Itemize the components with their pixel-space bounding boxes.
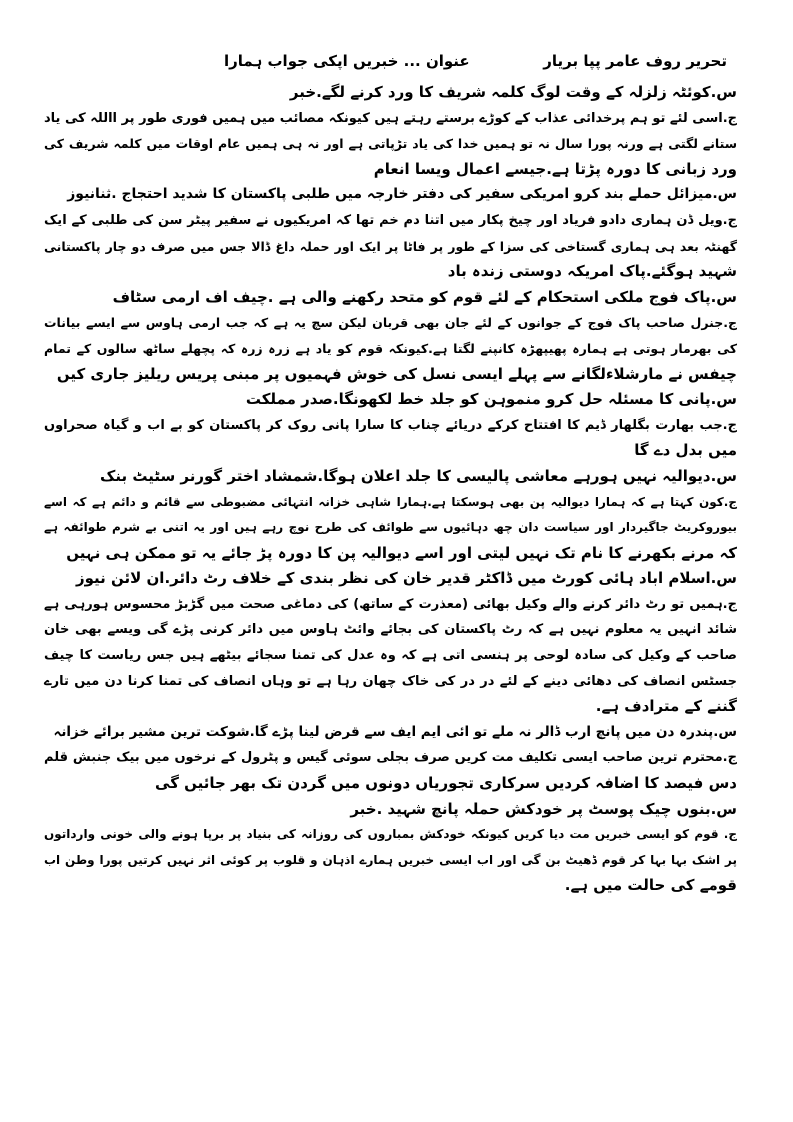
text-line: گننے کے مترادف ہے. bbox=[595, 697, 737, 716]
question-paragraph bbox=[44, 720, 737, 746]
answer-paragraph bbox=[44, 106, 737, 183]
question-paragraph bbox=[44, 285, 737, 311]
answer-paragraph bbox=[44, 490, 737, 567]
text-line: گھنٹہ بعد ہی ہماری گستاخی کی سزا کے طور پر فاٹا پر ایک اور حملہ داغ ڈالا جس میں صرف دو چار پاکستانی bbox=[44, 238, 737, 254]
text-line: جسٹس انصاف کی دھائی دینے کے لئے در در کی خاک چھان رہا ہے تو وہاں انصاف کی تمنا کرنا دن میں تارے bbox=[44, 673, 737, 689]
question-paragraph bbox=[44, 464, 737, 490]
text-line: شہید ہوگئے.پاک امریکہ دوستی زندہ باد bbox=[447, 262, 737, 281]
answer-paragraph bbox=[44, 592, 737, 720]
text-line: ج.جب بھارت بگلھار ڈیم کا افتتاح کرکے دریائے چناب کا سارا پانی روک کر پاکستان کو بے اب و گیاہ صحراوں bbox=[44, 417, 737, 433]
text-line: قومے کی حالت میں ہے. bbox=[564, 876, 737, 895]
answer-paragraph bbox=[44, 745, 737, 796]
text-line: ج.ویل ڈن ہماری دادو فریاد اور چیخ پکار میں اتنا دم خم تھا کہ امریکیوں نے سفیر پیٹر سن کی طلبی کے ایک bbox=[44, 212, 737, 228]
text-line: ج.اسی لئے تو ہم پرخدائی عذاب کے کوڑے برستے رہتے ہیں کیونکہ مصائب میں ہمیں فوری طور پر االلہ کی یاد bbox=[44, 110, 738, 126]
question-paragraph bbox=[44, 80, 737, 106]
text-line: ج.جنرل صاحب پاک فوج کے جوانوں کے لئے جان بھی قربان لیکن سچ یہ ہے کہ جب ارمی ہاوس سے ایسے بیانات bbox=[44, 315, 737, 331]
answer-paragraph bbox=[44, 310, 737, 387]
text-line: ج.محترم ترین صاحب ایسی تکلیف مت کریں صرف بجلی سوئی گیس و پٹرول کے نرخوں میں بیک جنبش قلم bbox=[44, 750, 737, 766]
text-line: س.پاک فوج ملکی استحکام کے لئے قوم کو متحد رکھنے والی ہے .چیف اف ارمی سٹاف bbox=[112, 287, 737, 306]
text-line: صاحب کے وکیل کی سادہ لوحی پر ہنسی اتی ہے کہ وہ عدل کی تمنا سجائے بیٹھے ہیں جس ریاست کا چیف bbox=[44, 648, 737, 664]
text-line: پر اشک بہا بہا کر قوم ڈھیٹ بن گی اور اب ایسی خبریں ہمارے اذہان و قلوب پر کوئی اثر نہیں کرتیں پورا وطن اب bbox=[44, 852, 737, 867]
text-line: س.کوئٹہ زلزلہ کے وقت لوگ کلمہ شریف کا ورد کرنے لگے.خبر bbox=[289, 83, 737, 101]
title-line: عنوان ... خبریں اپکی جواب ہمارا bbox=[224, 52, 470, 70]
text-line: س.بنوں چیک پوسٹ پر خودکش حملہ پانچ شہید .خبر bbox=[350, 799, 737, 818]
question-paragraph bbox=[44, 387, 737, 413]
text-line: کی بھرمار ہوتی ہے ہمارہ پھیپھڑہ کانپنے لگتا ہے.کیونکہ قوم کو یاد ہے زرہ زرہ کہ پچھلے ساٹھ سالوں کے تمام bbox=[44, 340, 737, 356]
text-line: کہ مرنے بکھرنے کا نام تک نہیں لیتی اور اسے دیوالیہ پن کا دورہ پڑ جائے یہ تو ممکن ہی نہیں bbox=[66, 543, 737, 562]
text-line: دس فیصد کا اضافہ کردیں سرکاری تجوریاں دونوں میں گردن تک بھر جائیں گی bbox=[155, 774, 737, 793]
article-header bbox=[44, 52, 737, 74]
text-line: ج.کون کہتا ہے کہ ہمارا دیوالیہ پن بھی ہوسکتا ہے.ہمارا شاہی خزانہ انتہائی مضبوطی سے قائم و دائم ہے کہ اسے bbox=[44, 494, 737, 509]
question-paragraph bbox=[44, 566, 737, 592]
answer-paragraph bbox=[44, 822, 737, 899]
text-line: میں بدل دے گا bbox=[634, 441, 737, 460]
text-line: ج.ہمیں تو رٹ دائر کرنے والے وکیل بھائی (معذرت کے ساتھ) کی دماغی صحت میں گڑبڑ محسوس ہورہی ہے bbox=[44, 596, 737, 612]
text-line: س.پندرہ دن میں پانچ ارب ڈالر نہ ملے تو ائی ایم ایف سے قرض لینا پڑے گا.شوکت ترین مشیر برائے خزانہ bbox=[53, 723, 737, 740]
question-paragraph bbox=[44, 797, 737, 823]
text-line: ج. قوم کو ایسی خبریں مت دیا کریں کیونکہ خودکش بمباروں کی روزانہ کی بنیاد پر برپا ہونے والی خونی وارداتوں bbox=[44, 827, 737, 842]
text-line: س.اسلام اباد ہائی کورٹ میں ڈاکٹر قدیر خان کی نظر بندی کے خلاف رٹ دائر.ان لائن نیوز bbox=[75, 569, 737, 588]
text-line: س.میزائل حملے بند کرو امریکی سفیر کی دفتر خارجہ میں طلبی پاکستان کا شدید احتجاج .ثنانیوز bbox=[67, 186, 737, 203]
text-line: ستانے لگتی ہے ورنہ پورا سال نہ تو ہمیں خدا کی یاد تڑپاتی ہے اور نہ ہی ہمیں عام اوقات میں کلمہ شریف کی bbox=[44, 136, 737, 152]
answer-paragraph bbox=[44, 208, 737, 285]
question-paragraph bbox=[44, 182, 737, 208]
text-line: ورد زبانی کا دورہ پڑتا ہے.جیسے اعمال ویسا انعام bbox=[373, 159, 737, 178]
qa-body bbox=[44, 80, 737, 899]
text-line: شائد انہیں یہ معلوم نہیں ہے کہ رٹ پاکستان کی بجائے وائٹ ہاوس میں دائر کرنی پڑے گی ویسے بھی خان bbox=[44, 622, 737, 638]
text-line: بیوروکریٹ جاگیردار اور سیاست دان چھ دہائیوں سے طوائف کی طرح نوچ رہے ہیں اور یہ اتنی بے شرم طوائفہ ہے bbox=[44, 520, 737, 535]
answer-paragraph bbox=[44, 413, 737, 464]
text-line: س.پانی کا مسئلہ حل کرو منموہن کو جلد خط لکھونگا.صدر مملکت bbox=[245, 390, 737, 409]
author-line: تحریر روف عامر پپا بریار bbox=[543, 52, 727, 70]
text-line: چیفس نے مارشلاءلگانے سے پہلے ایسی نسل کی خوش فہمیوں پر مبنی پریس ریلیز جاری کیں bbox=[56, 364, 737, 383]
text-line: س.دیوالیہ نہیں ہورہے معاشی پالیسی کا جلد اعلان ہوگا.شمشاد اختر گورنر سٹیٹ بنک bbox=[99, 466, 737, 485]
